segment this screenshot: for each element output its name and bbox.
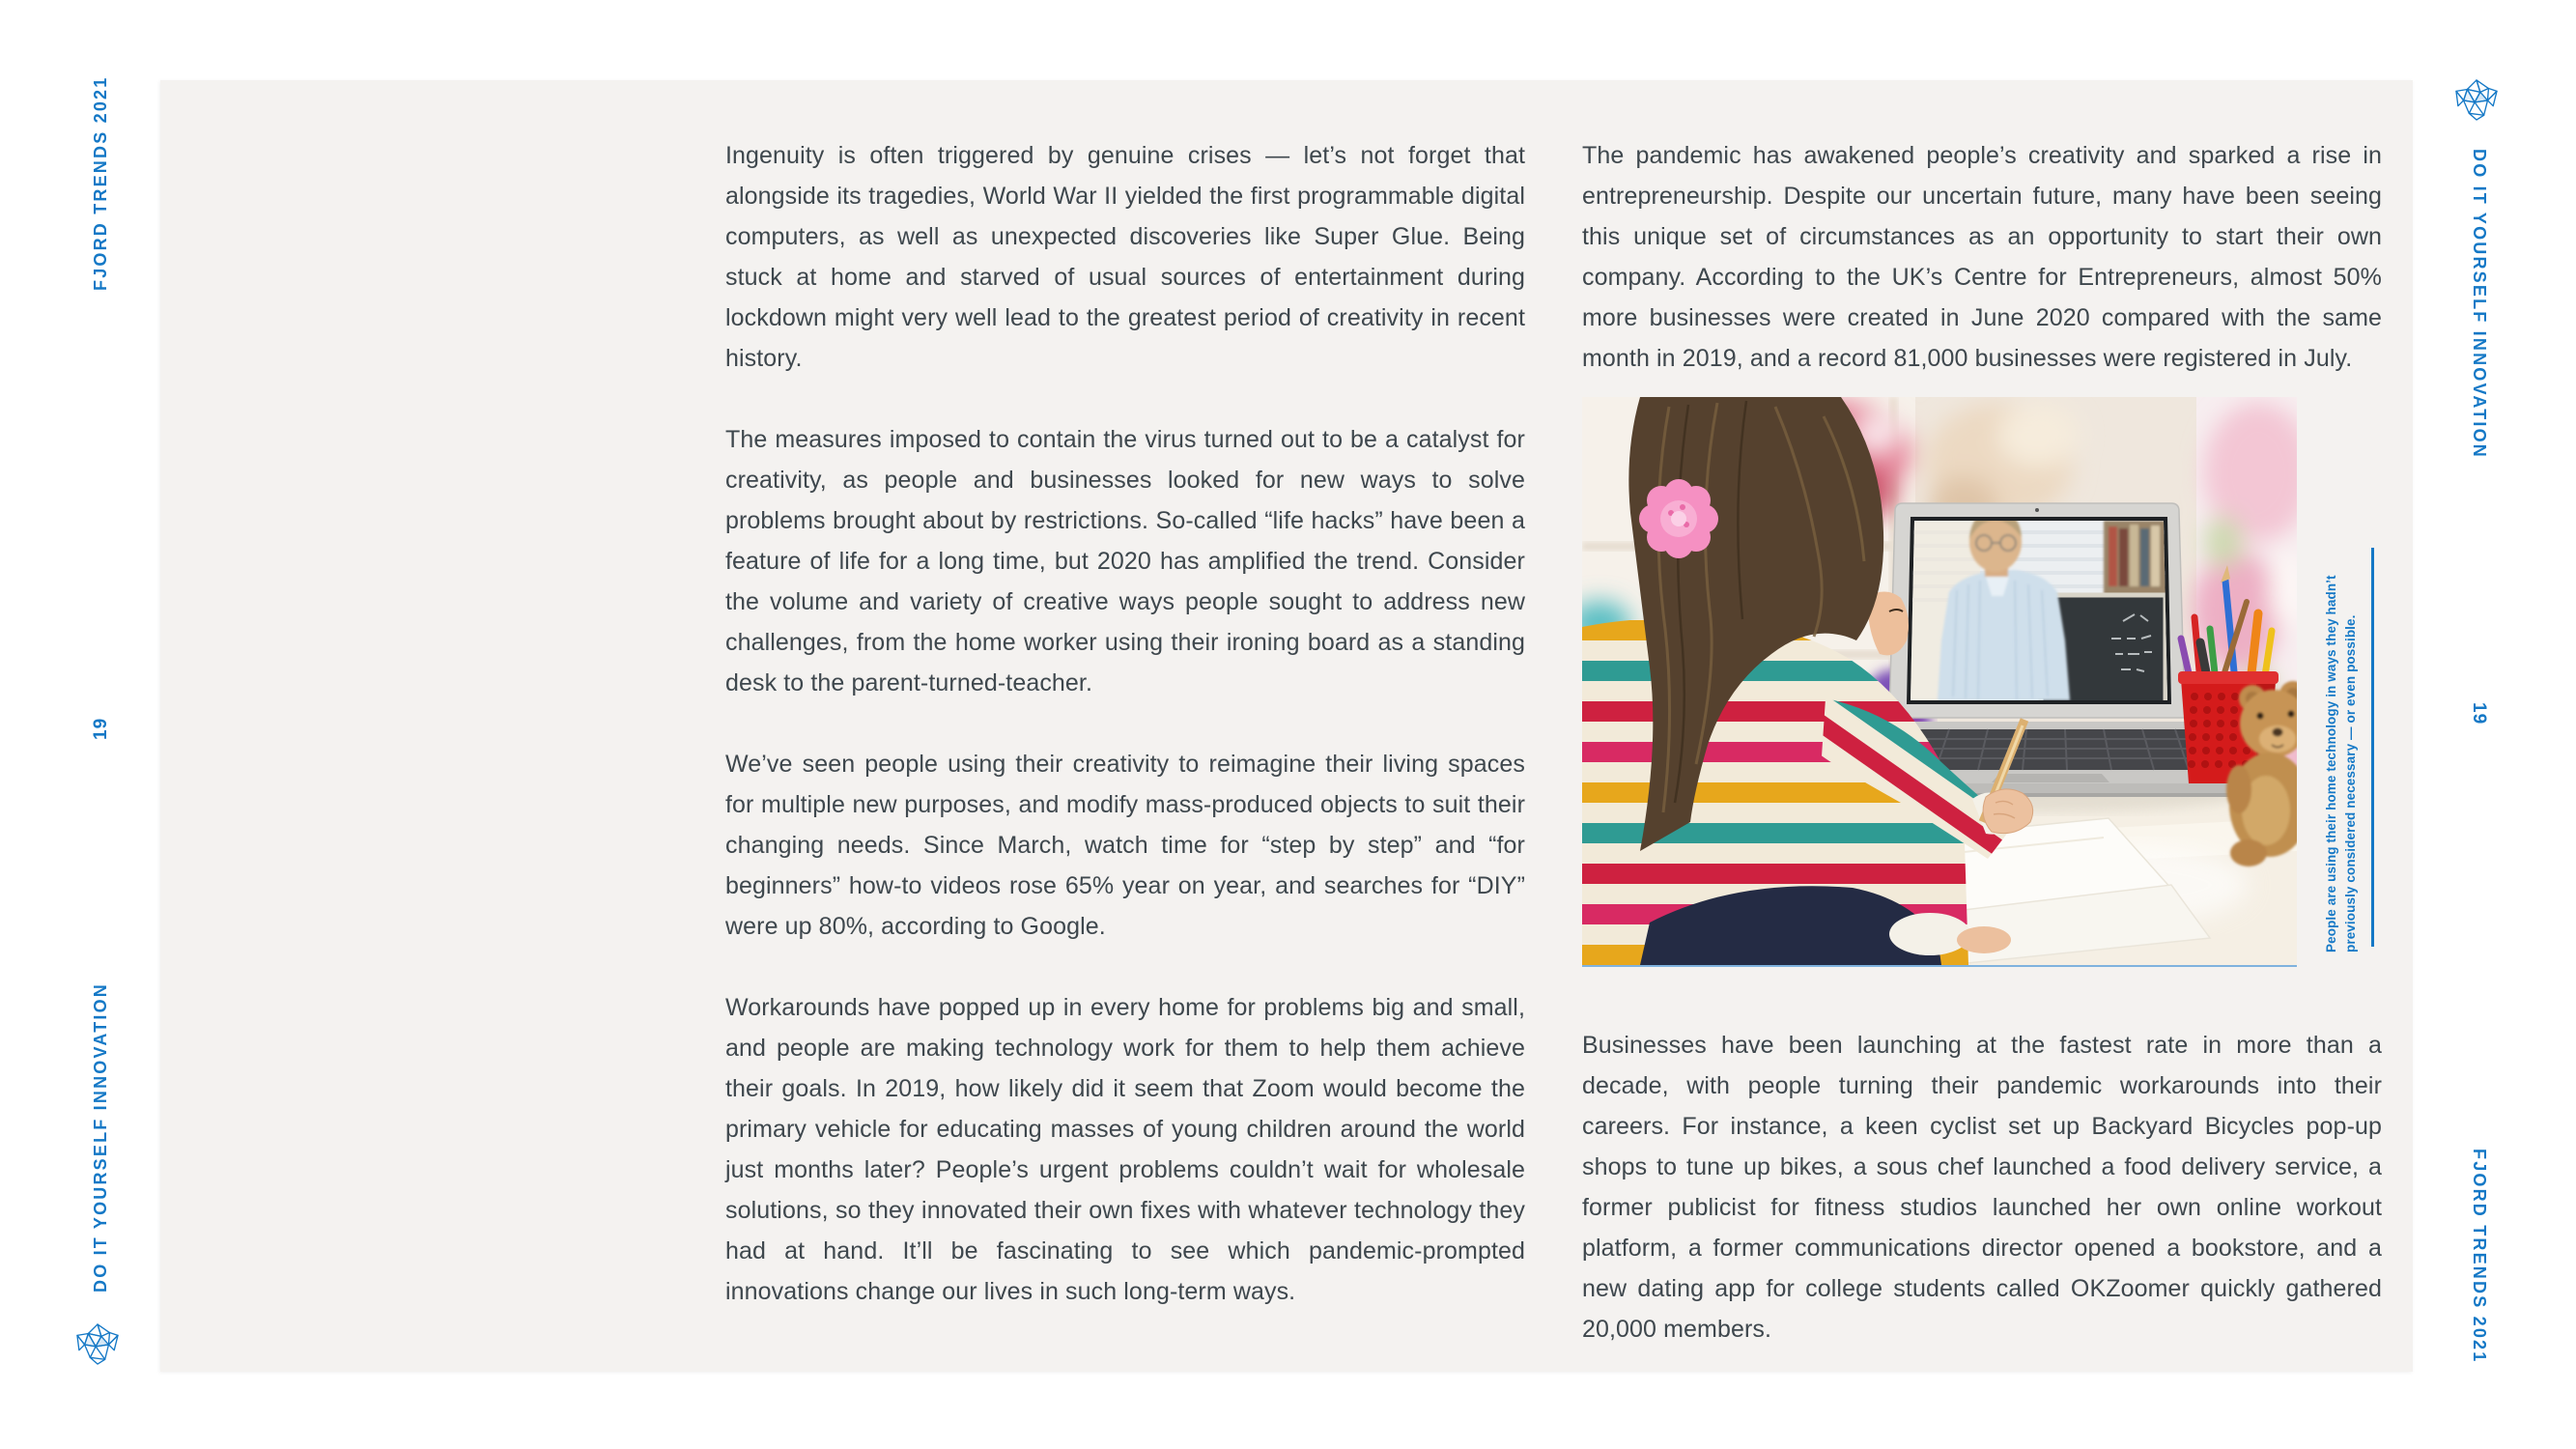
right-margin-report-title: FJORD TRENDS 2021 bbox=[2470, 1149, 2489, 1364]
fjord-logo-icon bbox=[75, 1322, 120, 1365]
left-margin-section-title: DO IT YOURSELF INNOVATION bbox=[91, 981, 110, 1293]
caption-rule bbox=[2371, 548, 2374, 947]
left-page-number: 19 bbox=[91, 717, 111, 740]
photo-girl-hand bbox=[1983, 789, 2033, 834]
article-right-column-top bbox=[1582, 135, 2382, 419]
paragraph: Ingenuity is often triggered by genuine crises — let’s not forget that alongside its tragedies, World War II yielded the first programmable digital computers, as well as unexpected discoveries like Super Glue. Being stuck at home and starved of usual sources of entertainment during lockdown might very well lead to the greatest period of creativity in recent history. bbox=[725, 142, 1525, 372]
left-margin-report-title: FJORD TRENDS 2021 bbox=[91, 75, 110, 291]
photo-hair-flower bbox=[1639, 479, 1718, 558]
article-left-column bbox=[725, 135, 1525, 1352]
paragraph: Businesses have been launching at the fastest rate in more than a decade, with people turning their pandemic workarounds into their careers. For instance, a keen cyclist set up Backyard Bicycles pop-up shops to tune up bikes, a sous chef launched a food delivery service, a former publicist for fitness studios launched her own online workout platform, a former communications director opened a bookstore, and a new dating app for college students called OKZoomer quickly gathered 20,000 members. bbox=[1582, 1032, 2382, 1343]
fjord-logo-icon bbox=[2454, 78, 2499, 121]
right-margin-section-title: DO IT YOURSELF INNOVATION bbox=[2470, 149, 2489, 460]
paragraph: We’ve seen people using their creativity to reimagine their living spaces for multiple new purposes, and modify mass-produced objects to suit their changing needs. Since March, watch time for “step by step” and “for beginners” how-to videos rose 65% year on year, and searches for “DIY” were up 80%, according to Google. bbox=[725, 751, 1525, 940]
paragraph: The measures imposed to contain the virus turned out to be a catalyst for creativity, as people and businesses looked for new ways to solve problems brought about by restrictions. So-called “life hacks” have been a feature of life for a long time, but 2020 has amplified the trend. Consider the volume and variety of creative ways people sought to address new challenges, from the home worker using their ironing board as a standing desk to the parent-turned-teacher. bbox=[725, 426, 1525, 696]
photo-caption bbox=[2322, 575, 2360, 952]
photo-caption-line: previously considered necessary — or even possible. bbox=[2342, 614, 2358, 952]
photo-caption-line: People are using their home technology in ways they hadn’t bbox=[2324, 575, 2338, 952]
photo-girl-video-call bbox=[1582, 397, 2297, 967]
right-page-number: 19 bbox=[2469, 702, 2489, 725]
paragraph: The pandemic has awakened people’s creativity and sparked a rise in entrepreneurship. Despite our uncertain future, many have been seeing this unique set of circumstances as an opportunity to start their own company. According to the UK’s Centre for Entrepreneurs, almost 50% more businesses were created in June 2020 compared with the same month in 2019, and a record 81,000 businesses were registered in July. bbox=[1582, 142, 2382, 372]
article-right-column-bottom bbox=[1582, 1025, 2382, 1390]
paragraph: Workarounds have popped up in every home for problems big and small, and people are making technology work for them to help them achieve their goals. In 2019, how likely did it seem that Zoom would become the primary vehicle for educating masses of young children around the world just months later? People’s urgent problems couldn’t wait for wholesale solutions, so they innovated their own fixes with whatever technology they had at hand. It’ll be fascinating to see which pandemic-prompted innovations change our lives in such long-term ways. bbox=[725, 994, 1525, 1305]
